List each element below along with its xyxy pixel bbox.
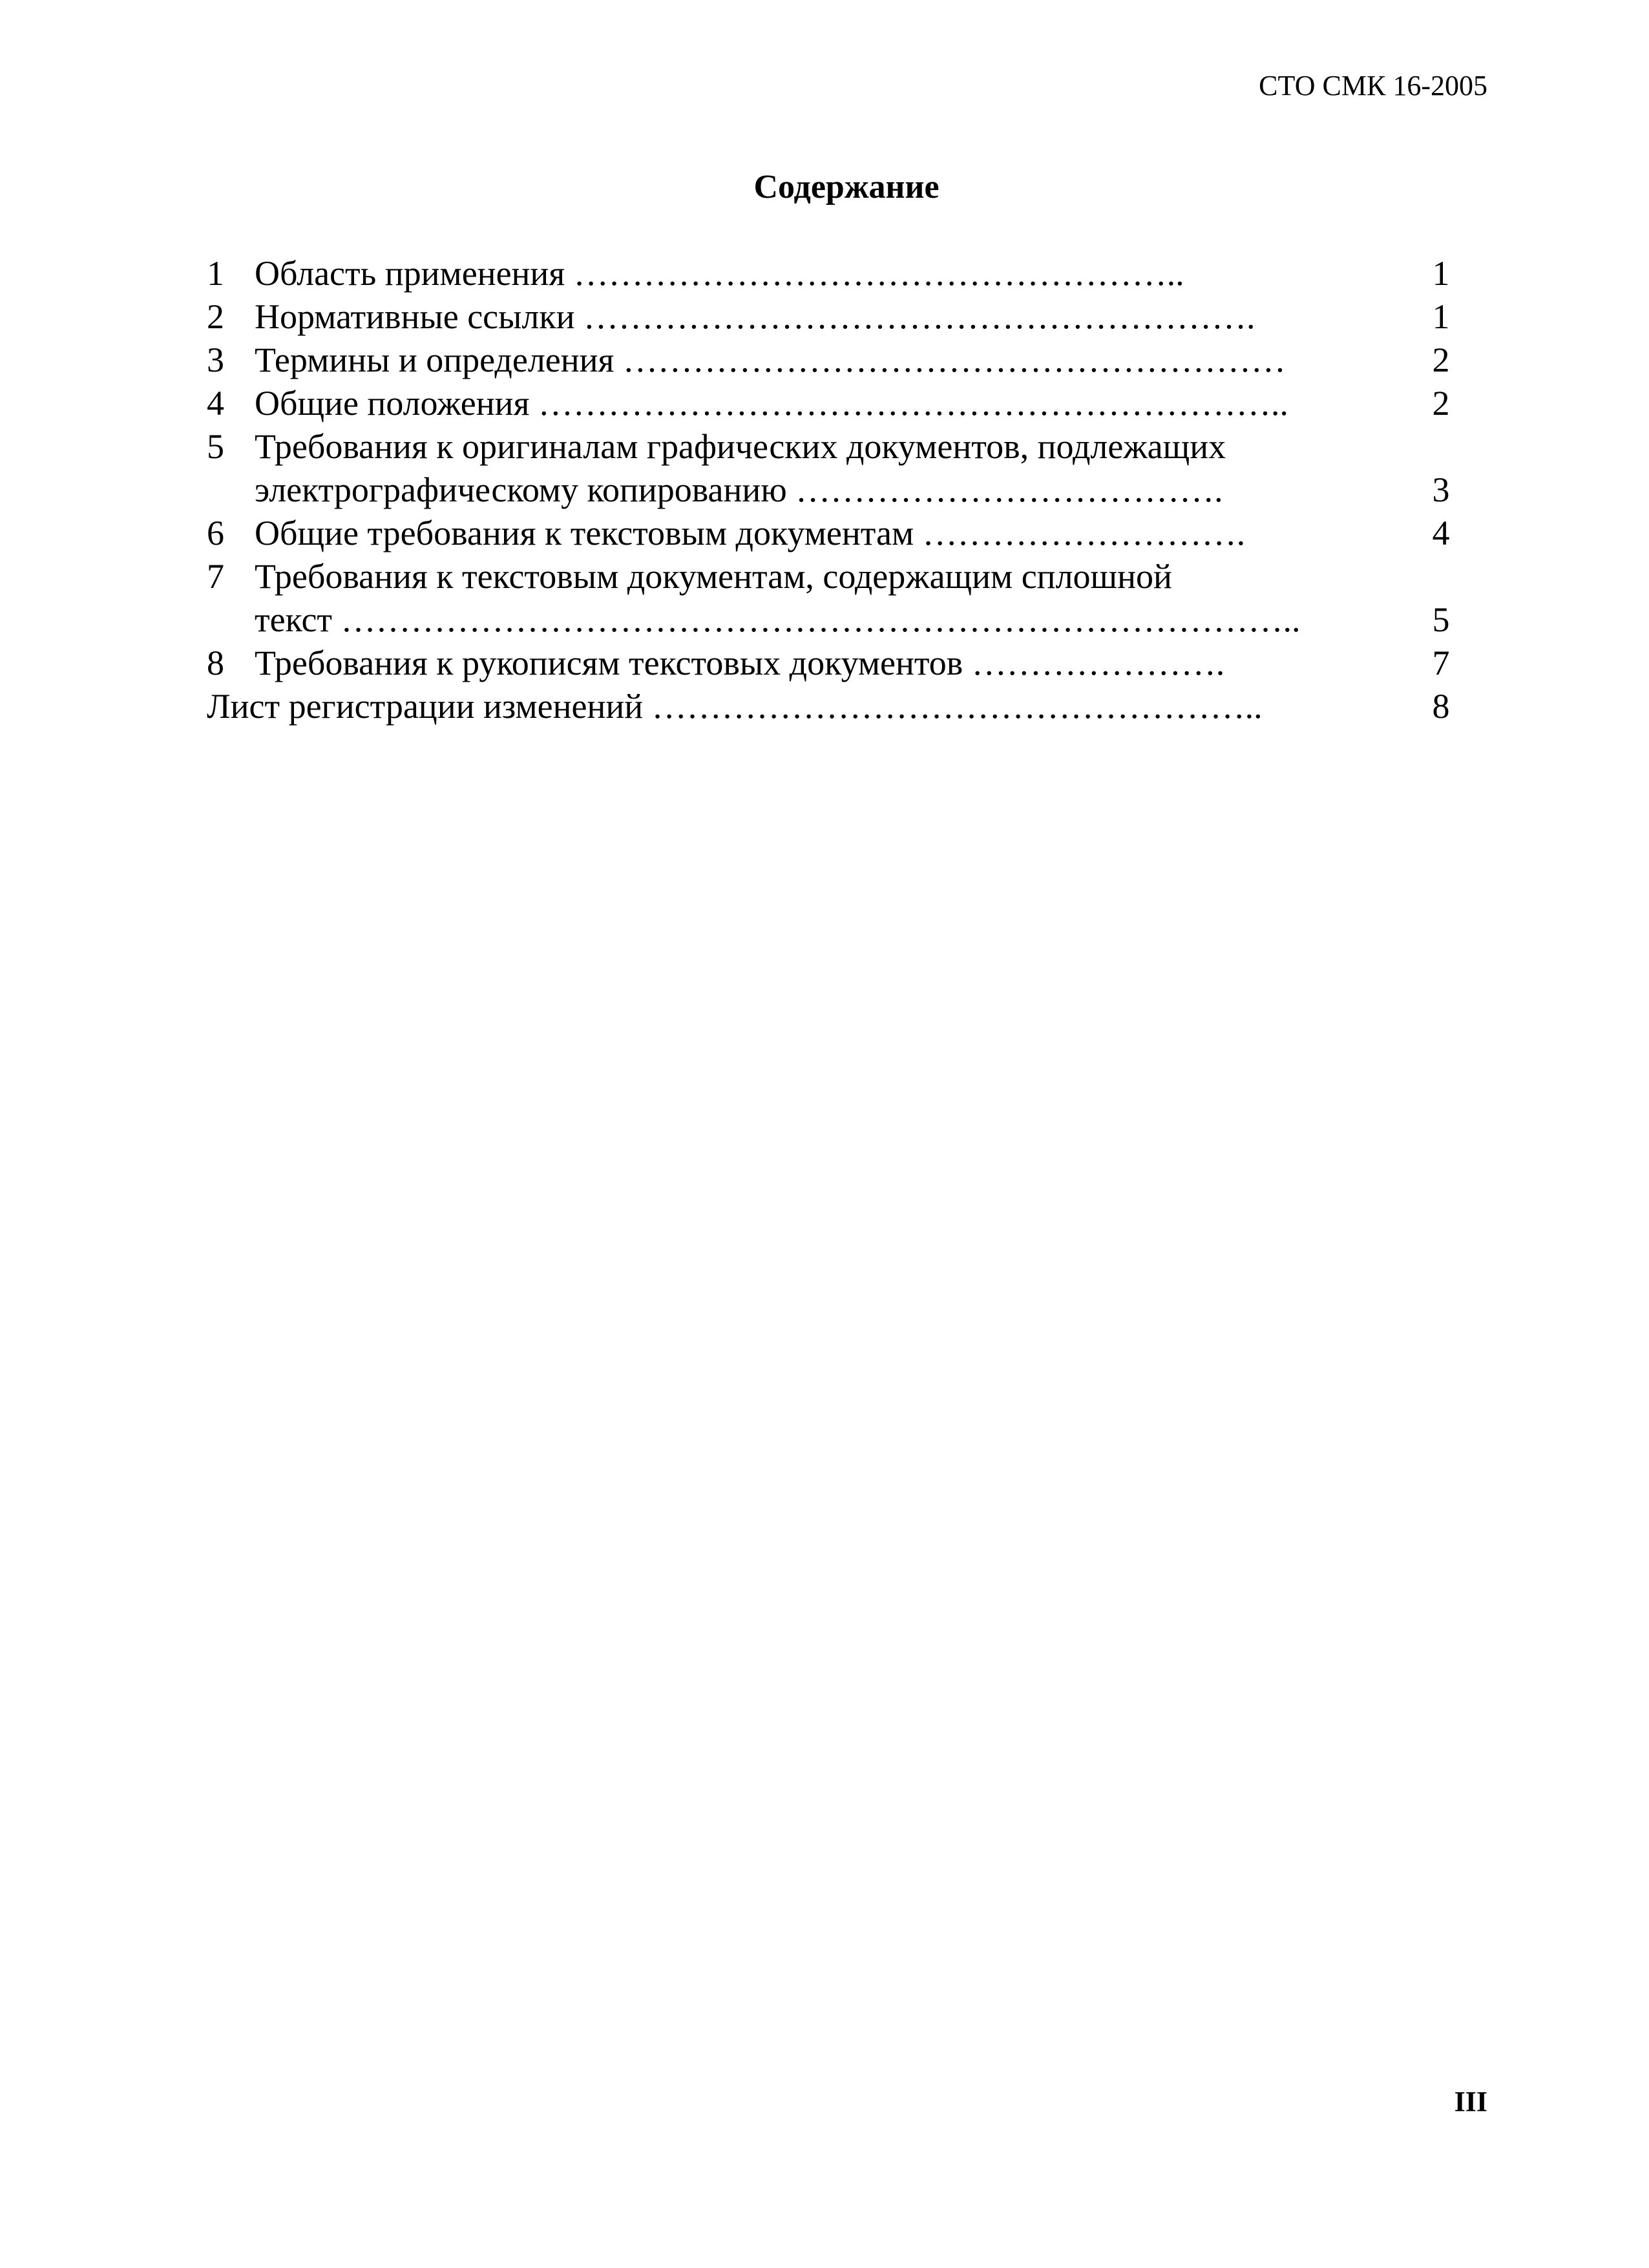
toc-entry-number: 1 <box>207 254 224 293</box>
toc-entry-number: 3 <box>207 341 224 379</box>
toc-entry-title: Требования к рукописям текстовых документов …………………. <box>255 644 1225 682</box>
toc-entry-title: Требования к текстовым документам, содержащим сплошной <box>255 557 1172 596</box>
toc-entry-7[interactable] <box>207 555 1460 598</box>
toc-entry-3[interactable] <box>207 339 1460 382</box>
toc-entry-title: Термины и определения ………………………………………………… <box>255 341 1286 379</box>
toc-entry-page: 4 <box>1432 514 1450 552</box>
toc-entry-page: 3 <box>1432 470 1450 509</box>
toc-entry-number: 7 <box>207 557 224 596</box>
toc-entry-page: 5 <box>1432 600 1450 639</box>
toc-entry-title: электрографическому копированию ………………………………. <box>255 470 1223 509</box>
toc-entry-6[interactable] <box>207 512 1460 555</box>
toc-entry-number: 4 <box>207 384 224 423</box>
table-of-contents <box>207 252 1460 728</box>
toc-entry-title: Требования к оригиналам графических документов, подлежащих <box>255 427 1226 466</box>
toc-entry-title: Лист регистрации изменений …………………………………………….. <box>207 687 1263 726</box>
toc-entry-4[interactable] <box>207 382 1460 425</box>
toc-entry-8[interactable] <box>207 642 1460 685</box>
toc-entry-2[interactable] <box>207 295 1460 339</box>
page-number: III <box>1454 2086 1487 2117</box>
toc-entry-page: 1 <box>1432 254 1450 293</box>
toc-entry-5[interactable] <box>207 425 1460 468</box>
toc-entry-5-continuation[interactable] <box>207 468 1460 512</box>
toc-entry-7-continuation[interactable] <box>207 598 1460 642</box>
toc-entry-title: Общие положения ……………………………………………………….. <box>255 384 1288 423</box>
toc-entry-title: Область применения …………………………………………….. <box>255 254 1184 293</box>
toc-entry-number: 6 <box>207 514 224 552</box>
document-code: СТО СМК 16-2005 <box>1259 70 1487 101</box>
toc-entry-title: Общие требования к текстовым документам ………………………. <box>255 514 1246 552</box>
toc-entry-number: 5 <box>207 427 224 466</box>
toc-title: Содержание <box>753 169 940 205</box>
toc-entry-number: 8 <box>207 644 224 682</box>
toc-entry-page: 7 <box>1432 644 1450 682</box>
toc-entry-page: 1 <box>1432 297 1450 336</box>
toc-entry-page: 8 <box>1432 687 1450 726</box>
toc-entry-title: текст ……………………………………………………………………….. <box>255 600 1301 639</box>
toc-entry-1[interactable] <box>207 252 1460 295</box>
toc-entry-title: Нормативные ссылки …………………………………………………. <box>255 297 1255 336</box>
toc-entry-page: 2 <box>1432 384 1450 423</box>
toc-entry-change-log[interactable] <box>207 685 1460 728</box>
toc-entry-page: 2 <box>1432 341 1450 379</box>
toc-entry-number: 2 <box>207 297 224 336</box>
